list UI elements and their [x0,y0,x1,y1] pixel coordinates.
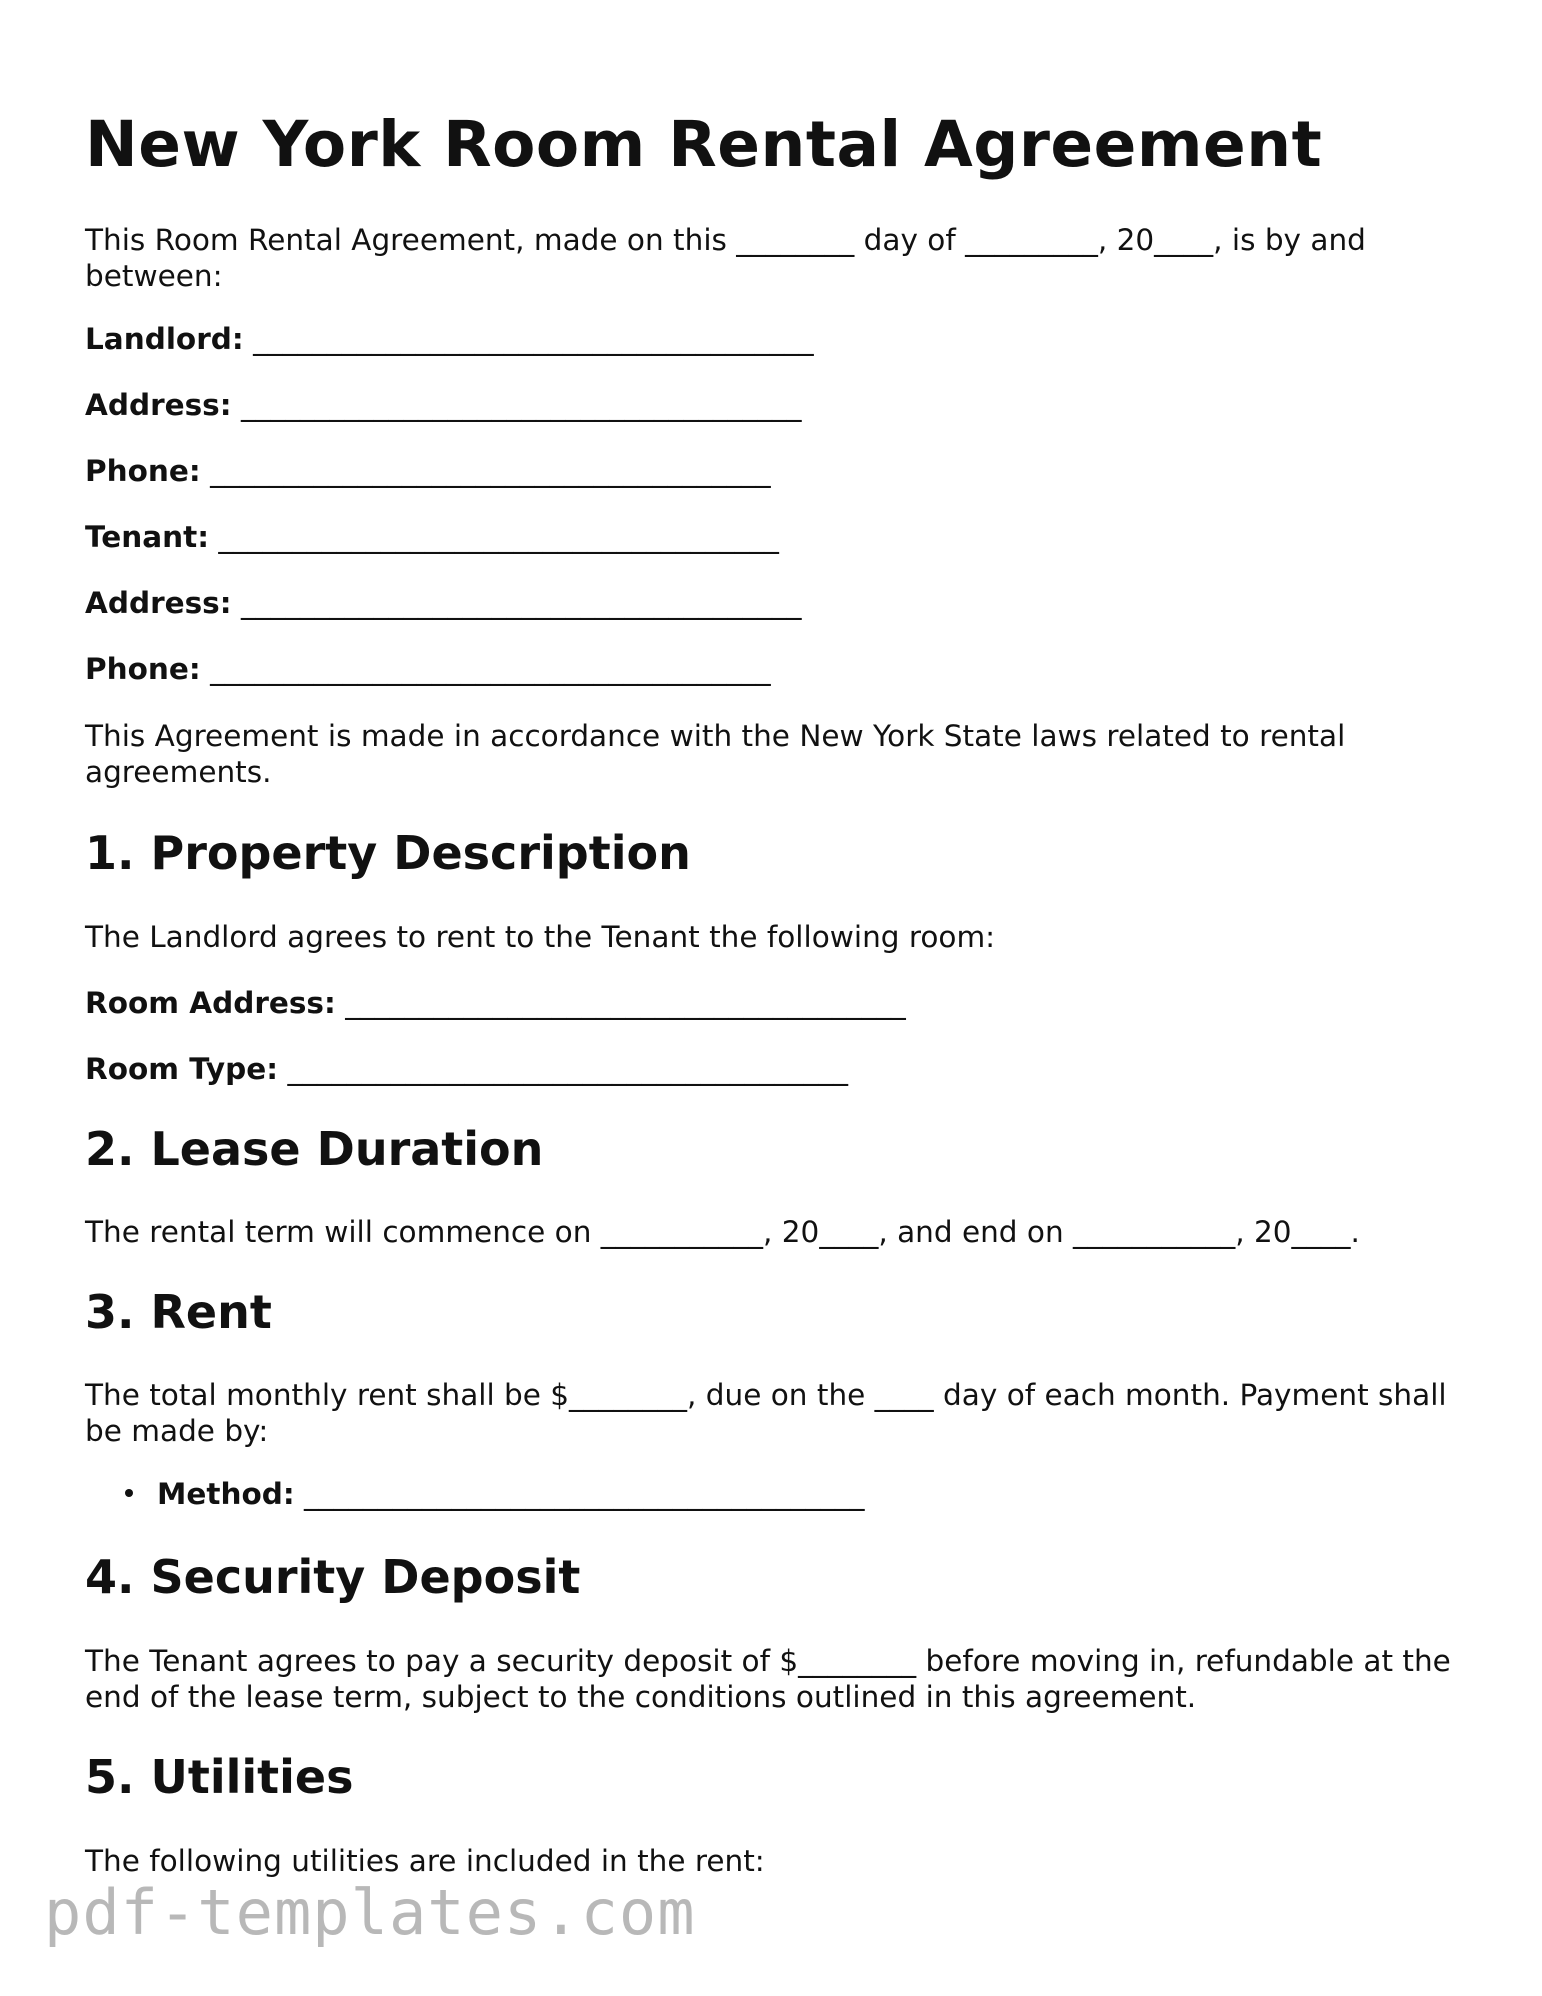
tenant-address-blank[interactable]: ______________________________________ [240,586,802,620]
section-heading-property: 1. Property Description [85,826,691,880]
landlord-address-field [85,387,801,423]
tenant-field [85,519,779,555]
landlord-phone-blank[interactable]: ______________________________________ [210,454,771,488]
room-address-field [85,985,906,1021]
landlord-label: Landlord: [85,322,244,356]
method-blank[interactable]: ______________________________________ [304,1477,865,1511]
room-type-field [85,1051,848,1087]
intro-paragraph: This Room Rental Agreement, made on this ________ day of _________, 20____, is by and between: [85,223,1366,293]
section-heading-rent: 3. Rent [85,1285,272,1339]
landlord-address-label: Address: [85,388,232,422]
payment-method-item [125,1476,865,1512]
landlord-blank[interactable]: ______________________________________ [253,322,814,356]
tenant-phone-label: Phone: [85,652,201,686]
tenant-label: Tenant: [85,520,210,554]
deposit-text: The Tenant agrees to pay a security deposit of $________ before moving in, refundable at the end of the lease term, subject to the conditions outlined in this agreement. [85,1644,1451,1714]
document-title: New York Room Rental Agreement [85,108,1323,181]
room-address-blank[interactable]: ______________________________________ [345,986,906,1020]
section-heading-deposit: 4. Security Deposit [85,1550,581,1604]
room-address-label: Room Address: [85,986,336,1020]
section-heading-utilities: 5. Utilities [85,1750,354,1804]
landlord-phone-field [85,453,771,489]
law-statement: This Agreement is made in accordance with the New York State laws related to rental agreements. [85,719,1346,789]
room-type-label: Room Type: [85,1052,279,1086]
tenant-phone-field [85,651,771,687]
room-type-blank[interactable]: ______________________________________ [287,1052,848,1086]
utilities-text: The following utilities are included in the rent: [85,1844,765,1878]
tenant-phone-blank[interactable]: ______________________________________ [210,652,771,686]
lease-text: The rental term will commence on ___________, 20____, and end on ___________, 20____. [85,1215,1360,1249]
watermark: pdf-templates.com [44,1876,696,1949]
section-heading-lease: 2. Lease Duration [85,1122,544,1176]
method-label: Method: [157,1477,295,1511]
landlord-phone-label: Phone: [85,454,201,488]
tenant-address-field [85,585,801,621]
tenant-blank[interactable]: ______________________________________ [218,520,779,554]
tenant-address-label: Address: [85,586,232,620]
bullet-icon [125,1489,133,1497]
property-text: The Landlord agrees to rent to the Tenant the following room: [85,920,996,954]
rent-text: The total monthly rent shall be $________, due on the ____ day of each month. Payment shall be made by: [85,1378,1447,1448]
landlord-field [85,321,814,357]
landlord-address-blank[interactable]: ______________________________________ [240,388,802,422]
